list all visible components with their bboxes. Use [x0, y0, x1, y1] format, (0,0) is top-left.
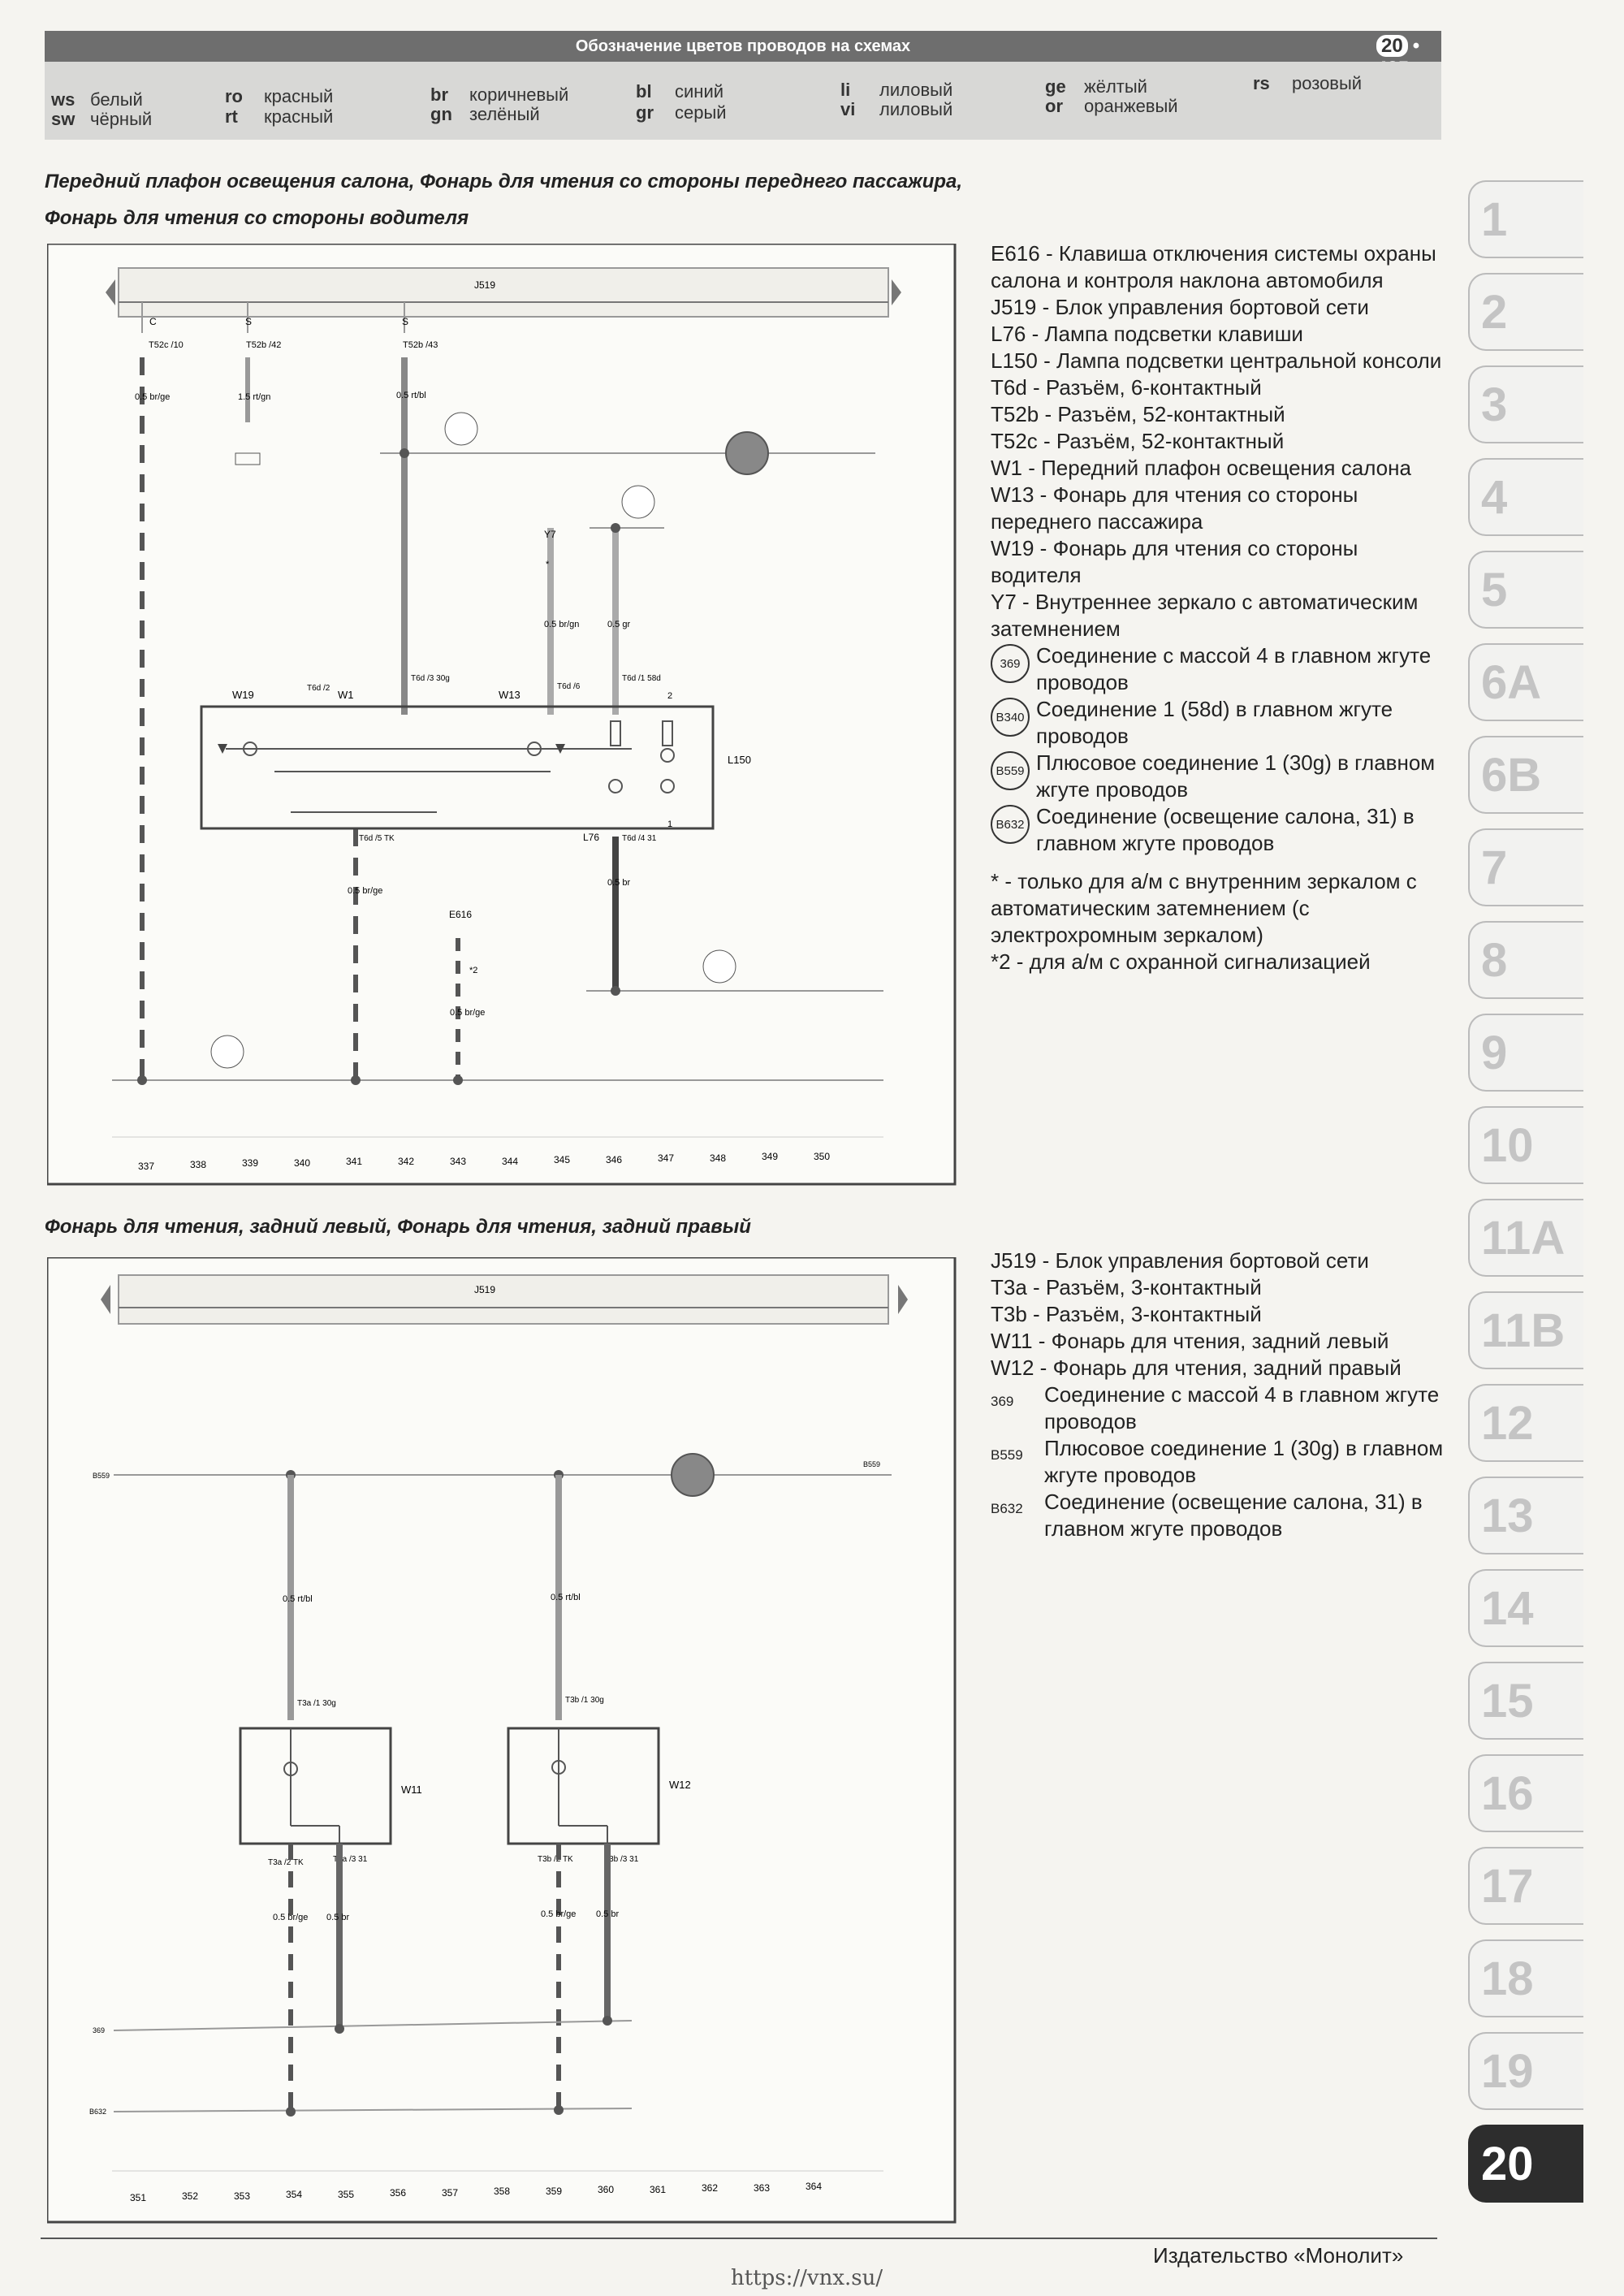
chapter-tab-9[interactable]: 9: [1468, 1014, 1583, 1092]
connector-label: T3b /1 30g: [565, 1696, 604, 1705]
misc-label: C: [149, 316, 157, 327]
chapter-tab-20-active[interactable]: 20: [1468, 2125, 1583, 2203]
wiring-diagram-1: [47, 244, 957, 1186]
component-y7: Y7: [544, 529, 556, 540]
wire-label: 0.5 rt/bl: [396, 391, 426, 400]
color-legend-item: bl синий: [636, 81, 724, 102]
section1-title-line2: Фонарь для чтения со стороны водителя: [45, 207, 469, 229]
pin-label: T52b /42: [246, 340, 282, 350]
legend-item: W1 - Передний плафон освещения салона: [991, 456, 1411, 480]
header-title: Обозначение цветов проводов на схемах: [575, 37, 911, 55]
chapter-tab-4[interactable]: 4: [1468, 458, 1583, 536]
component-w13: W13: [499, 689, 520, 701]
connector-label: T3b /3 31: [604, 1855, 639, 1864]
connector-label: T6d /6: [557, 682, 581, 691]
chapter-tab-11a[interactable]: 11A: [1468, 1199, 1583, 1277]
wire-label: 0.5 gr: [607, 620, 631, 629]
connector-label: T6d /3 30g: [411, 674, 450, 683]
legend-item: T6d - Разъём, 6-контактный: [991, 375, 1262, 400]
wire-label: 0.5 br/ge: [450, 1008, 486, 1018]
pin-label: T52c /10: [149, 340, 184, 350]
color-legend-item: ro красный: [225, 86, 334, 106]
svg-text:350: 350: [814, 1151, 831, 1162]
legend-item: T3a - Разъём, 3-контактный: [991, 1275, 1262, 1299]
bus-label-j519: J519: [474, 279, 496, 291]
chapter-tab-16[interactable]: 16: [1468, 1754, 1583, 1832]
color-legend-item: li лиловый: [840, 80, 953, 100]
chapter-tab-3[interactable]: 3: [1468, 365, 1583, 443]
component-w1: W1: [338, 689, 354, 701]
svg-text:340: 340: [294, 1157, 311, 1169]
misc-label: S: [245, 316, 253, 327]
component-e616: E616: [449, 909, 473, 920]
connector-label: T6d /2: [307, 684, 330, 693]
connector-label: T6d /1 58d: [622, 674, 661, 683]
footnote: * - только для а/м с внутренним зеркалом с автоматическим затемнением (с электрохромным зеркалом): [991, 869, 1417, 947]
component-l76: L76: [583, 832, 600, 843]
svg-text:356: 356: [390, 2187, 407, 2199]
legend-item: W12 - Фонарь для чтения, задний правый: [991, 1356, 1402, 1380]
legend-item: L150 - Лампа подсветки центральной консоли: [991, 348, 1442, 373]
legend-item: L76 - Лампа подсветки клавиши: [991, 322, 1303, 346]
wiring-diagram-2: [47, 1257, 957, 2224]
connection-legend-item: B559 Плюсовое соединение 1 (30g) в главном жгуте проводов: [991, 750, 1449, 803]
connector-label: T3a /3 31: [333, 1855, 368, 1864]
chapter-number: 20: [1376, 35, 1408, 57]
svg-text:349: 349: [762, 1151, 779, 1162]
section1-title-line1: Передний плафон освещения салона, Фонарь для чтения со стороны переднего пассажира,: [45, 171, 963, 192]
misc-label: *: [546, 560, 550, 569]
chapter-tab-1[interactable]: 1: [1468, 180, 1583, 258]
legend-item: J519 - Блок управления бортовой сети: [991, 295, 1369, 319]
chapter-tab-14[interactable]: 14: [1468, 1569, 1583, 1647]
svg-text:338: 338: [190, 1159, 207, 1170]
connection-legend-item: B559 Плюсовое соединение 1 (30g) в главном жгуте проводов: [991, 1436, 1444, 1487]
wire-label: 0.5 br/ge: [541, 1909, 577, 1919]
wire-label: 0.5 br: [607, 878, 631, 888]
svg-text:342: 342: [398, 1156, 415, 1167]
wire-label: 0.5 br/ge: [273, 1913, 309, 1922]
svg-text:345: 345: [554, 1154, 571, 1165]
wire-label: 0.5 br/ge: [348, 886, 383, 896]
component-l150: L150: [728, 754, 751, 766]
component-w19: W19: [232, 689, 254, 701]
wire-label: 0.5 br: [596, 1909, 620, 1919]
color-legend-item: rs розовый: [1253, 73, 1363, 93]
connector-label: T6d /4 31: [622, 834, 657, 843]
bus-label-j519: J519: [474, 1284, 496, 1295]
bus-ref: 369: [93, 2026, 106, 2034]
chapter-tab-11b[interactable]: 11B: [1468, 1291, 1583, 1369]
chapter-tab-10[interactable]: 10: [1468, 1106, 1583, 1184]
color-legend-item: vi лиловый: [840, 99, 953, 119]
chapter-tab-6a[interactable]: 6A: [1468, 643, 1583, 721]
color-legend-item: br коричневый: [430, 84, 569, 105]
chapter-tab-12[interactable]: 12: [1468, 1384, 1583, 1462]
color-legend-item: gr серый: [636, 102, 727, 123]
legend-item: J519 - Блок управления бортовой сети: [991, 1248, 1369, 1273]
chapter-tab-19[interactable]: 19: [1468, 2032, 1583, 2110]
pin-label: T52b /43: [403, 340, 438, 350]
connector-label: T6d /5 TK: [359, 834, 395, 843]
chapter-tab-15[interactable]: 15: [1468, 1662, 1583, 1740]
wire-label: 1.5 rt/gn: [238, 392, 271, 402]
chapter-tab-18[interactable]: 18: [1468, 1939, 1583, 2017]
chapter-tab-2[interactable]: 2: [1468, 273, 1583, 351]
color-legend-item: ge жёлтый: [1045, 76, 1147, 97]
connection-ref: B632: [991, 1501, 1023, 1516]
legend-item: W11 - Фонарь для чтения, задний левый: [991, 1329, 1389, 1353]
wire-label: 0.5 rt/bl: [283, 1594, 313, 1604]
wire-label: 0.5 rt/bl: [551, 1593, 581, 1602]
svg-text:347: 347: [658, 1152, 675, 1164]
color-legend-item: ws белый: [51, 89, 143, 110]
misc-label: 2: [667, 691, 673, 701]
connection-badge: B559: [991, 751, 1030, 790]
bus-ref: B559: [93, 1472, 110, 1480]
connection-badge: B340: [991, 698, 1030, 737]
svg-text:357: 357: [442, 2187, 459, 2199]
legend-item: E616 - Клавиша отключения системы охраны салона и контроля наклона автомобиля: [991, 241, 1436, 292]
section1-legend: [991, 240, 1449, 975]
misc-label: 1: [667, 819, 673, 829]
component-w12: W12: [669, 1779, 691, 1791]
svg-text:346: 346: [606, 1154, 623, 1165]
svg-text:344: 344: [502, 1156, 519, 1167]
wire-label: 0.5 br/ge: [135, 392, 171, 402]
wire-label: 0.5 br/gn: [544, 620, 580, 629]
svg-text:339: 339: [242, 1157, 259, 1169]
svg-text:355: 355: [338, 2189, 355, 2200]
legend-item: T52b - Разъём, 52-контактный: [991, 402, 1285, 426]
bus-ref: B632: [89, 2108, 107, 2116]
misc-label: *2: [469, 966, 478, 975]
legend-item: W13 - Фонарь для чтения со стороны переднего пассажира: [991, 482, 1358, 534]
svg-text:360: 360: [598, 2184, 615, 2195]
svg-text:364: 364: [806, 2181, 823, 2192]
footnote: *2 - для а/м с охранной сигнализацией: [991, 949, 1371, 974]
color-legend-item: or оранжевый: [1045, 96, 1178, 116]
chapter-tab-13[interactable]: 13: [1468, 1477, 1583, 1554]
svg-text:362: 362: [702, 2182, 719, 2194]
connector-label: T3a /2 TK: [268, 1858, 304, 1867]
svg-text:361: 361: [650, 2184, 667, 2195]
legend-item: Y7 - Внутреннее зеркало с автоматическим затемнением: [991, 590, 1419, 641]
chapter-tab-17[interactable]: 17: [1468, 1847, 1583, 1925]
connection-badge: 369: [991, 644, 1030, 683]
connection-ref: B559: [991, 1447, 1023, 1463]
section2-title: Фонарь для чтения, задний левый, Фонарь для чтения, задний правый: [45, 1216, 751, 1238]
color-legend-item: sw чёрный: [51, 109, 153, 129]
legend-item: T52c - Разъём, 52-контактный: [991, 429, 1285, 453]
wire-color-legend: [45, 62, 1441, 140]
color-legend-item: gn зелёный: [430, 104, 540, 124]
svg-text:354: 354: [286, 2189, 303, 2200]
legend-item: T3b - Разъём, 3-контактный: [991, 1302, 1262, 1326]
component-w11: W11: [401, 1784, 422, 1796]
svg-text:363: 363: [754, 2182, 771, 2194]
connection-legend-item: 369 Соединение с массой 4 в главном жгуте проводов: [991, 1382, 1440, 1433]
legend-item: W19 - Фонарь для чтения со стороны водителя: [991, 536, 1358, 587]
svg-text:348: 348: [710, 1152, 727, 1164]
color-legend-item: rt красный: [225, 106, 334, 127]
section2-legend: [991, 1247, 1449, 1542]
misc-label: S: [402, 316, 409, 327]
svg-text:353: 353: [234, 2190, 251, 2202]
chapter-tab-5[interactable]: 5: [1468, 551, 1583, 629]
connector-label: T3b /2 TK: [538, 1855, 573, 1864]
svg-text:352: 352: [182, 2190, 199, 2202]
svg-text:359: 359: [546, 2186, 563, 2197]
wire-label: 0.5 br: [326, 1913, 350, 1922]
connection-legend-item: B340 Соединение 1 (58d) в главном жгуте проводов: [991, 696, 1449, 750]
svg-text:343: 343: [450, 1156, 467, 1167]
connector-label: T3a /1 30g: [297, 1699, 336, 1708]
footer-divider: [41, 2238, 1437, 2239]
chapter-tab-7[interactable]: 7: [1468, 828, 1583, 906]
source-url[interactable]: https://vnx.su/: [731, 2266, 883, 2290]
publisher: Издательство «Монолит»: [1153, 2243, 1404, 2268]
svg-text:341: 341: [346, 1156, 363, 1167]
header-bar: [45, 31, 1441, 62]
chapter-tab-8[interactable]: 8: [1468, 921, 1583, 999]
connection-legend-item: B632 Соединение (освещение салона, 31) в главном жгуте проводов: [991, 1490, 1423, 1541]
svg-text:358: 358: [494, 2186, 511, 2197]
connection-badge: B632: [991, 805, 1030, 844]
bus-ref: B559: [863, 1460, 881, 1468]
page-separator: •: [1412, 35, 1420, 57]
chapter-tab-6b[interactable]: 6B: [1468, 736, 1583, 814]
svg-text:351: 351: [130, 2192, 147, 2203]
svg-text:337: 337: [138, 1161, 155, 1172]
connection-ref: 369: [991, 1394, 1014, 1409]
connection-legend-item: 369 Соединение с массой 4 в главном жгуте проводов: [991, 642, 1449, 696]
connection-legend-item: B632 Соединение (освещение салона, 31) в главном жгуте проводов: [991, 803, 1449, 857]
